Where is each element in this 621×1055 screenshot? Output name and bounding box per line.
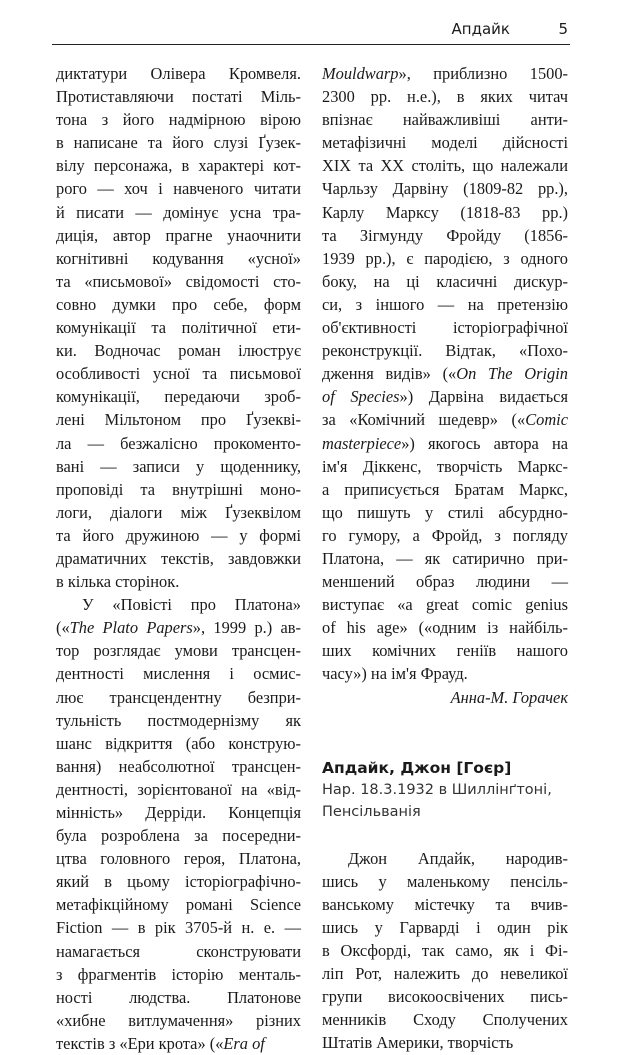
text-line: 1939 рр.), є пародією, з одного (322, 248, 568, 268)
text-line: masterpiece») якогось автора на (322, 433, 568, 453)
text-line: вані — записи у щоденнику, (56, 456, 301, 476)
text-line: та «письмової» свідомості сто- (56, 271, 301, 291)
text-line: особливості усної та письмової (56, 364, 301, 384)
text-line: Платона, — як сатирично при- (322, 548, 568, 568)
text-line: виступає «a great comic genius (322, 595, 568, 615)
entry-heading: Апдайк, Джон [Гоєр] (322, 758, 512, 777)
text-line: та Зігмунду Фройду (1856- (322, 225, 568, 245)
text-line: («The Plato Papers», 1999 р.) ав- (56, 618, 301, 638)
paragraph-1 (56, 62, 301, 593)
text-line: XIX та XX століть, що належали (322, 156, 568, 176)
text-line: часу») на ім'я Фрауд. (322, 664, 468, 684)
running-header (52, 18, 570, 45)
text-line: мінність» Дерріди. Концепція (56, 803, 301, 822)
text-line: «хибне витлумачення» різних (56, 1010, 301, 1030)
text-line: та його дружиною — у формі (56, 525, 301, 545)
text-line: лює трансцендентну безпри- (56, 687, 301, 707)
text-line: ки. Водночас роман ілюструє (56, 341, 301, 361)
text-line: вілу персонажа, в характері кот- (56, 156, 301, 176)
text-line: дентності мислення і осмис- (56, 664, 301, 684)
text-line: Штатів Америки, творчість (322, 1033, 514, 1053)
text-line: логи, діалоги між Ґузеквілом (56, 502, 301, 522)
text-line: драматичних текстів, завдовжки (56, 548, 301, 568)
text-line: шанс відкриття (або конструю- (56, 733, 301, 753)
text-line: Джон Апдайк, народив- (348, 848, 568, 868)
author-signature: Анна-М. Горачек (450, 687, 568, 707)
text-line: який в цьому історіографічно- (56, 872, 301, 892)
text-line: диктатури Олівера Кромвеля. (56, 64, 301, 83)
text-line: когнітивні кодування «усної» (56, 248, 301, 268)
text-line: комунікації та політичної ети- (56, 318, 301, 338)
text-line: У «Повісті про Платона» (82, 595, 301, 615)
text-line: рого — хоч і навченого читати (56, 179, 301, 199)
left-column (56, 62, 301, 1055)
text-line: в кілька сторінок. (56, 572, 180, 592)
text-line: ла — безжалісно прокоменто- (56, 433, 301, 453)
text-line: ванському містечку та вчив- (322, 894, 568, 914)
text-line: проповіді та внутрішні моно- (56, 479, 301, 499)
entry-birth-info: Нар. 18.3.1932 в Шиллінґтоні, (322, 781, 552, 798)
right-column (322, 62, 568, 1054)
entry-birth-place: Пенсільванія (322, 803, 421, 820)
text-line: дентності, зорієнтованої на «від- (56, 779, 301, 799)
text-line: меншений образ людини — (322, 572, 568, 592)
text-line: Mouldwarp», приблизно 1500- (322, 64, 568, 83)
text-line: дження видів» («On The Origin (322, 364, 568, 384)
text-line: ності людства. Платонове (56, 987, 301, 1007)
text-line: тульність постмодернізму як (56, 710, 301, 730)
text-line: тор розглядає умови трансцен- (56, 641, 301, 661)
text-line: була розроблена за посередни- (56, 826, 301, 846)
text-line: шись у Гарварді і один рік (322, 917, 568, 937)
text-line: тона з його надмірною вірою (56, 110, 301, 130)
text-line: з фрагментів історію менталь- (56, 964, 301, 984)
text-line: групи високоосвічених пись- (322, 987, 568, 1007)
text-line: Протиставляючи постаті Міль- (56, 87, 301, 107)
text-line: а приписується Братам Маркс, (322, 479, 568, 499)
paragraph-continued (322, 62, 568, 686)
text-line: менників Сходу Сполучених (322, 1010, 568, 1030)
text-line: Чарльзу Дарвіну (1809-82 рр.), (322, 179, 568, 199)
text-line: текстів з «Ери крота» («Era of (56, 1033, 265, 1053)
text-line: диція, автор прагне унаочнити (56, 225, 301, 245)
text-line: ім'я Діккенс, творчість Маркс- (322, 456, 568, 476)
text-line: метафізичні моделі дійсності (322, 133, 568, 153)
text-line: метафікційному романі Science (56, 895, 301, 915)
text-line: ших комічних геніїв нашого (322, 641, 568, 661)
entry-paragraph (322, 847, 568, 1055)
text-line: намагається сконструювати (56, 941, 301, 961)
running-title: Апдайк (451, 20, 510, 38)
text-line: впізнає найважливіші анти- (322, 110, 568, 130)
page-number: 5 (558, 20, 568, 38)
text-line: за «Комічний шедевр» («Comic (322, 410, 568, 430)
text-line: цтва головного героя, Платона, (56, 849, 301, 869)
text-line: й писати — домінує усна тра- (56, 202, 301, 222)
text-line: го гумору, а Фройд, з погляду (322, 525, 568, 545)
text-line: об'єктивності історіографічної (322, 318, 568, 338)
text-line: лені Мільтоном про Ґузекві- (56, 410, 301, 430)
text-line: комунікації, передаючи зроб- (56, 387, 301, 407)
text-line: вання) неабсолютної трансцен- (56, 756, 301, 776)
text-line: си, з іншого — на претензію (322, 294, 568, 314)
text-line: що пишуть у стилі абсурдно- (322, 502, 568, 522)
text-line: Fiction — в рік 3705-й н. е. — (56, 918, 301, 938)
text-line: of his age» («одним із найбіль- (322, 618, 568, 638)
text-line: боку, на ці класичні дискур- (322, 271, 568, 291)
text-line: Карлу Марксу (1818-83 рр.) (322, 202, 568, 222)
text-line: of Species») Дарвіна видається (322, 387, 568, 407)
text-line: в Оксфорді, так само, як і Фі- (322, 941, 568, 960)
text-line: совно думки про себе, форм (56, 294, 301, 314)
text-line: реконструкції. Відтак, «Похо- (322, 341, 568, 361)
text-line: шись у маленькому пенсіль- (322, 871, 568, 891)
text-line: 2300 рр. н.е.), в яких читач (322, 87, 568, 107)
text-line: ліп Рот, належить до невеликої (322, 964, 568, 984)
paragraph-2 (56, 593, 301, 1055)
text-line: в написане та його слузі Ґузек- (56, 133, 301, 153)
